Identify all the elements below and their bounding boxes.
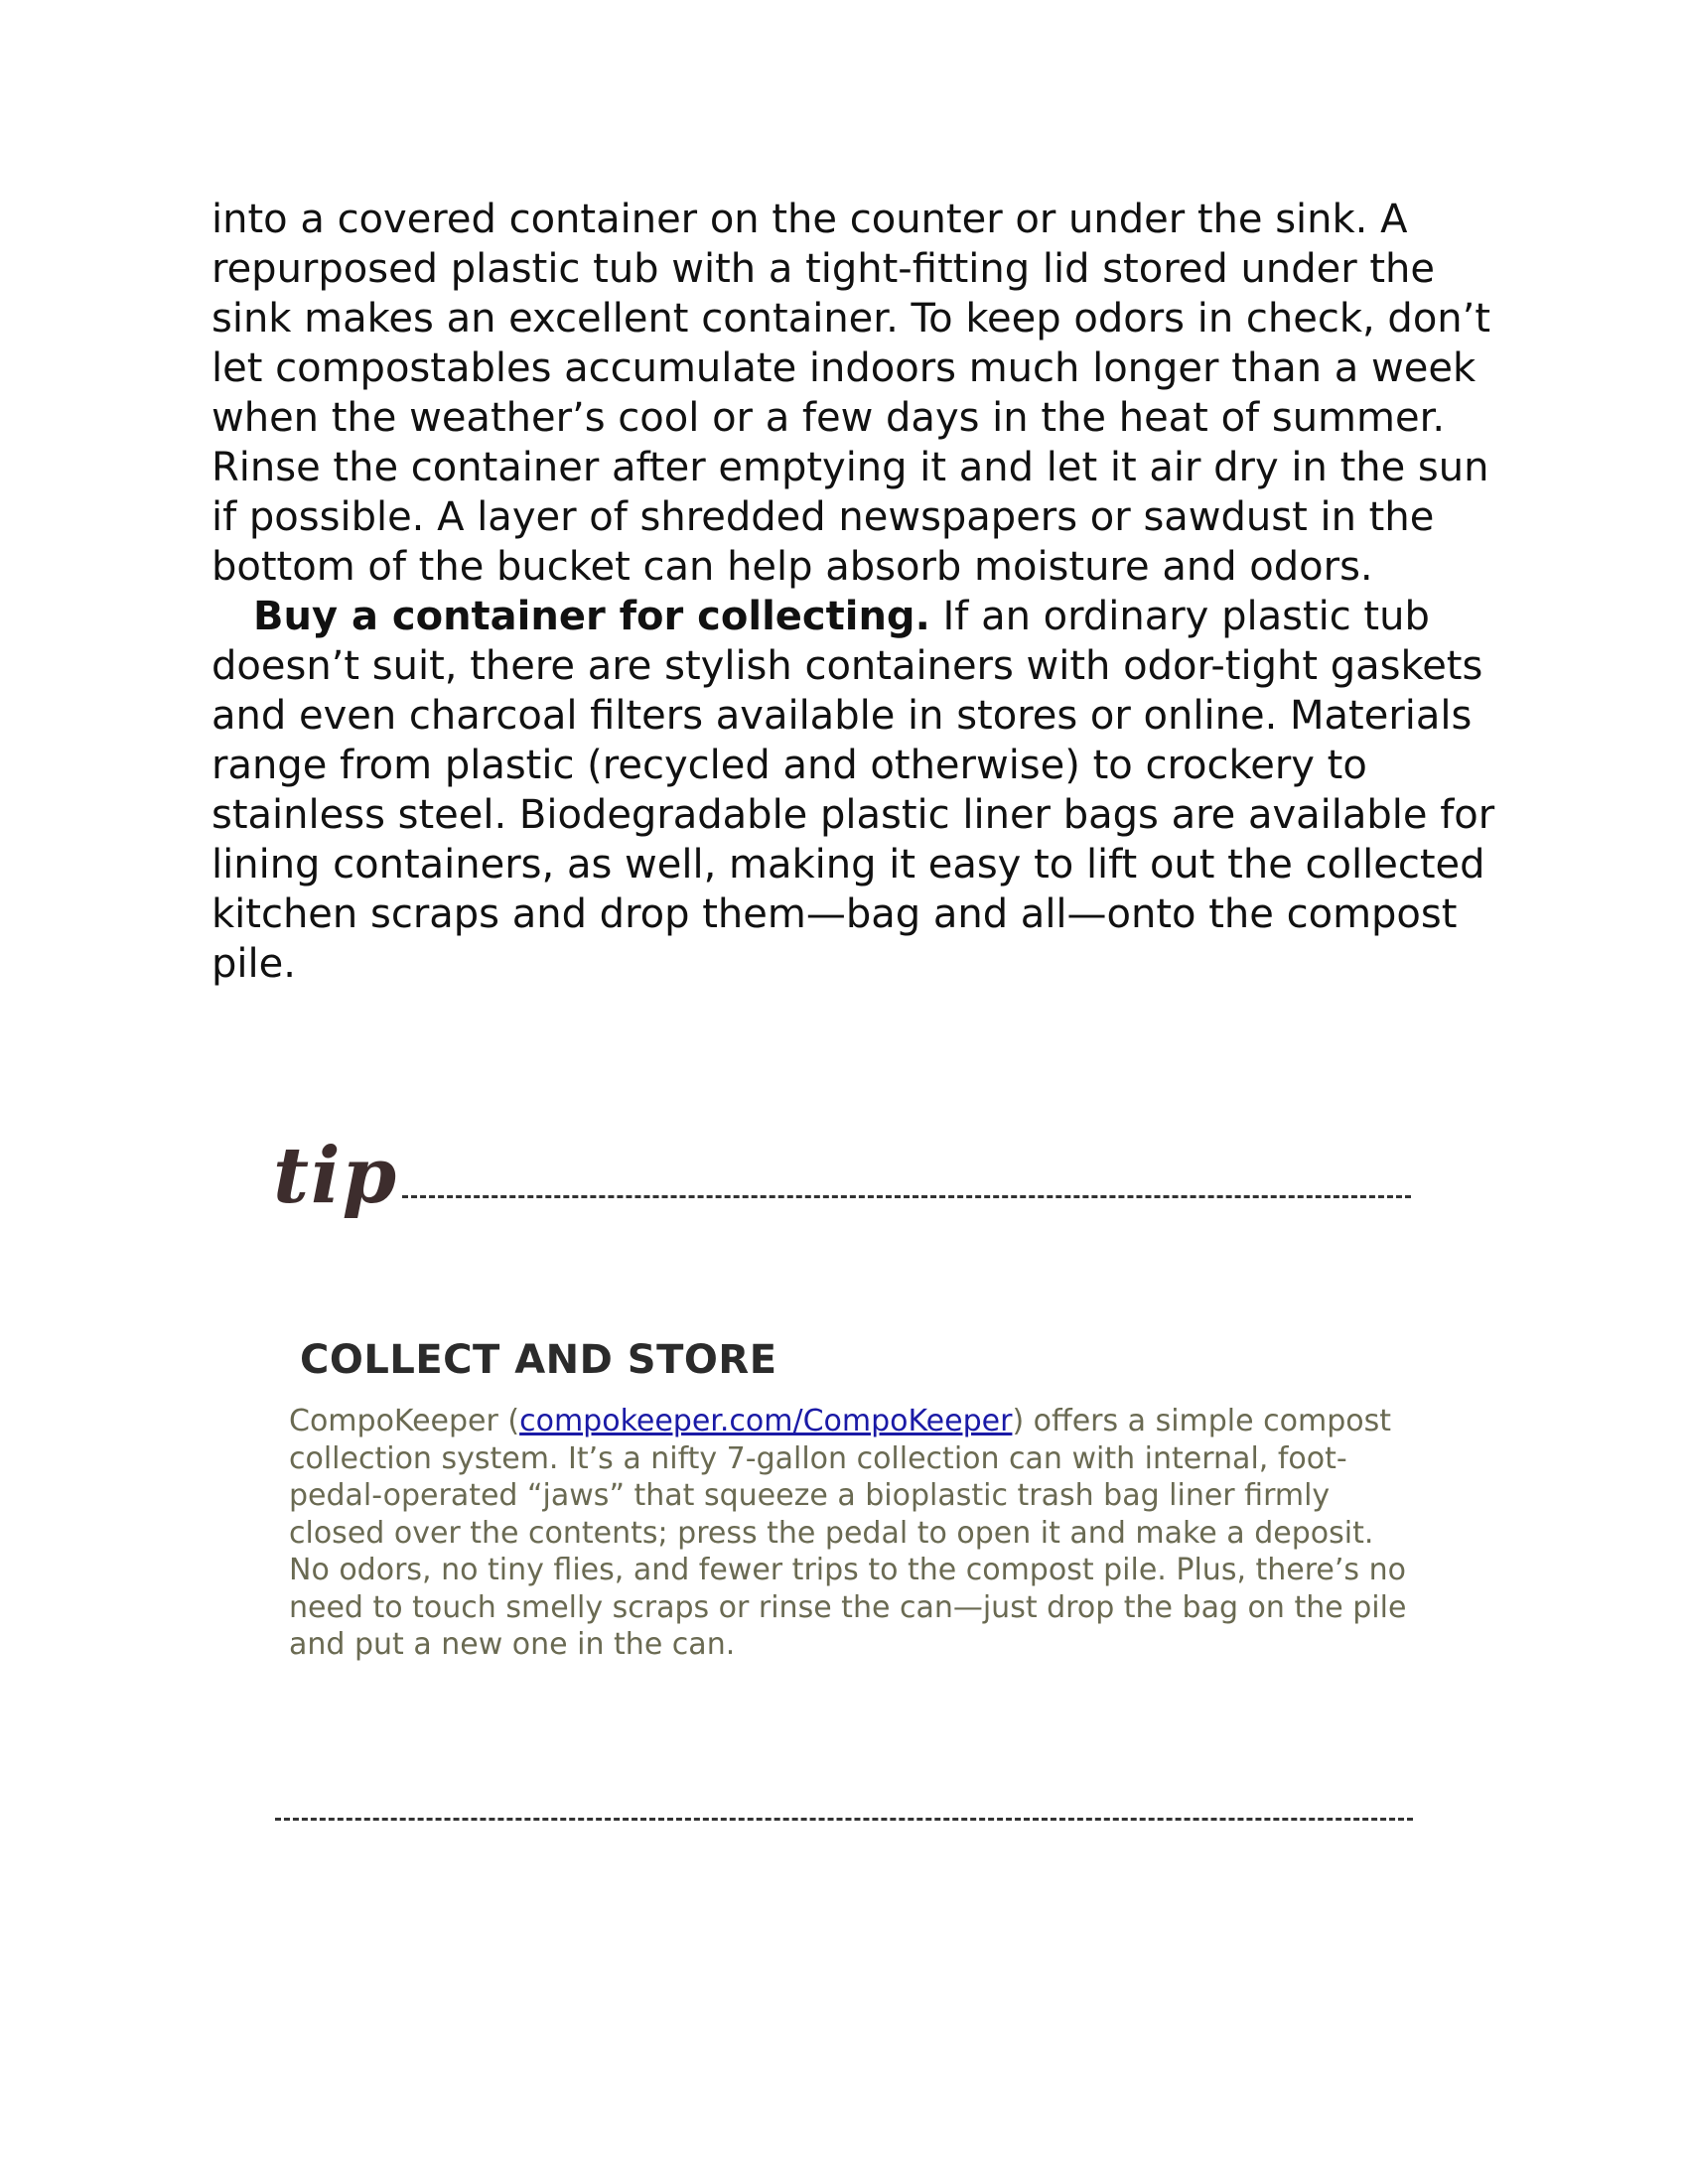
tip-text-after-link: ) offers a simple compost collection system. It’s a nifty 7-gallon collection can with internal, foot-pedal-operated “jaws” that squeeze a bioplastic trash bag liner firmly closed over the contents; press the pedal to open it and make a deposit. No odors, no tiny flies, and fewer trips to the compost pile. Plus, there’s no need to touch smelly scraps or rinse the can—just drop the bag on the pile and put a new one in the can. [289, 1404, 1407, 1662]
body-paragraph [211, 592, 1502, 989]
tip-label: tip [273, 1131, 399, 1221]
tip-top-divider [402, 1195, 1411, 1198]
paragraph-lead-in: Buy a container for collecting. [253, 594, 930, 639]
compokeeper-link[interactable]: compokeeper.com/CompoKeeper [519, 1404, 1013, 1438]
tip-body [289, 1403, 1411, 1664]
body-paragraph: into a covered container on the counter or under the sink. A repurposed plastic tub with a tight-fitting lid stored under the sink makes an excellent container. To keep odors in check, don’t let compostables accumulate indoors much longer than a week when the weather’s cool or a few days in the heat of summer. Rinse the container after emptying it and let it air dry in the sun if possible. A layer of shredded newspapers or sawdust in the bottom of the bucket can help absorb moisture and odors. [211, 197, 1491, 590]
tip-title: COLLECT AND STORE [300, 1337, 777, 1383]
paragraph-text: If an ordinary plastic tub doesn’t suit, there are stylish containers with odor-tight gaskets and even charcoal filters available in stores or online. Materials range from plastic (recycled and otherwise) to crockery to stainless steel. Biodegradable plastic liner bags are available for lining containers, as well, making it easy to lift out the collected kitchen scraps and drop them—bag and all—onto the compost pile. [211, 594, 1495, 987]
body-text [211, 195, 1502, 989]
tip-text-before-link: CompoKeeper ( [289, 1404, 520, 1438]
tip-header [273, 1132, 1415, 1221]
tip-bottom-divider [275, 1818, 1413, 1821]
